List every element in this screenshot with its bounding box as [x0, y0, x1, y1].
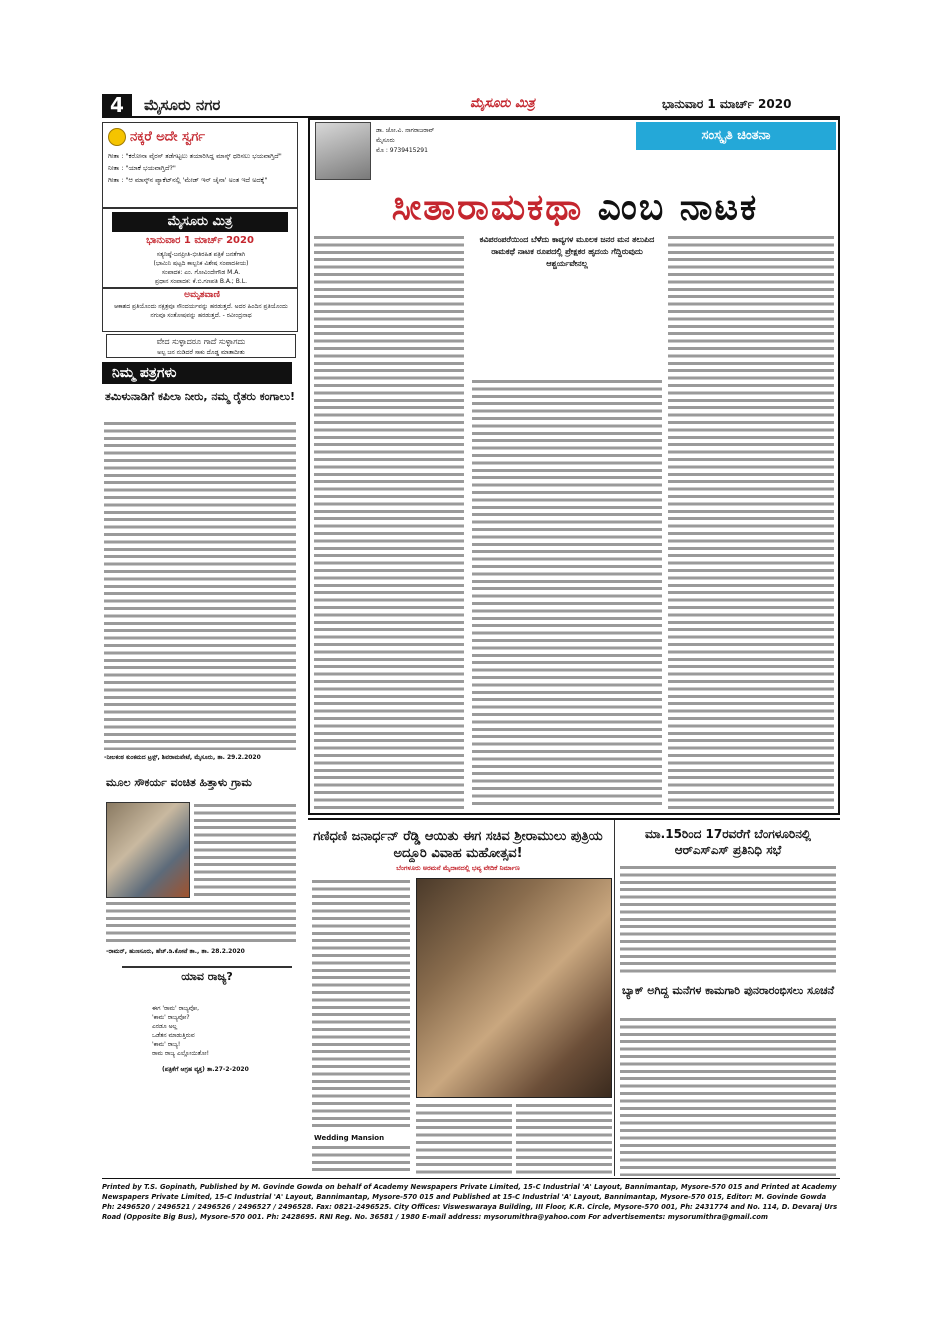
column-rule	[614, 820, 615, 1176]
feature-intro: ಕವಿಪರಂಪರೆಯಿಂದ ಬೆಳೆದು ಕಾವ್ಯಗಳ ಮೂಲಕ ಜನರ ಮನ ತಲುಪಿದ ರಾಮಕಥೆ ನಾಟಕ ರೂಪದಲ್ಲಿ ಪ್ರೇಕ್ಷಕರ ಹೃದಯ ಗೆದ್ದಿರುವುದು ಆಶ್ಚರ್ಯವೇನಲ್ಲ	[479, 235, 655, 268]
poem-line: ರಾಮ ರಾಜ್ಯ ಎಲ್ಲೋಯಿತೋ!	[152, 1050, 210, 1057]
humor-line: ಗೀತಾ : "ಕರೋನಾ ವೈರಸ್ ತಡೆಗಟ್ಟಲು ತಯಾರಿಸಿದ್ದ ಮಾಸ್ಕ್ ಧರಿಸಲು ಭಯವಾಗ್ತಿದೆ"	[108, 152, 282, 160]
poem-line: ಈಗ 'ರಾಮ' ರಾಜ್ಯವೋ,	[152, 1005, 200, 1012]
feature-col3	[668, 234, 834, 809]
letter1-body	[104, 420, 296, 750]
humor-line: ಗೀತಾ : "ಆ ಮಾಸ್ಕ್‌ನ ಪ್ಯಾಕೆಟ್‌ನಲ್ಲಿ 'ಮೇಡ್ ಇನ್ ಚೈನಾ' ಅಂತ ಇದೆ ಅದಕ್ಕೆ"	[108, 176, 268, 184]
village-photo	[106, 802, 190, 898]
letter3-signature: (ಪತ್ರಿಕೆಗೆ ಆಗ್ರಹ ವ್ಯಕ್ತ) ತಾ.27-2-2020	[162, 1066, 249, 1073]
masthead-small: ಮೈಸೂರು ಮಿತ್ರ	[470, 96, 535, 111]
masthead-name: ಮೈಸೂರು ಮಿತ್ರ	[112, 212, 288, 232]
author-phone: ಮೊ : 9739415291	[376, 147, 428, 154]
author-info	[376, 126, 434, 156]
headline-red: ಸೀತಾರಾಮಕಥಾ	[391, 187, 584, 228]
poem-line: ಒಡೆತನ ಮಾಡುತ್ತಿರುವ	[152, 1032, 195, 1039]
proverb-box	[106, 334, 296, 358]
letter3-poem	[152, 1004, 292, 1058]
letter2-signature: -ರಾಮನ್, ಹುಣಸೂರು, ಹೆಚ್.ಡಿ.ಕೋಟೆ ತಾ., ತಾ. 28.2.2020	[106, 948, 245, 955]
story2-body	[620, 864, 836, 976]
story1-col2	[416, 1102, 512, 1176]
letter3-title: ಯಾವ ರಾಜ್ಯ?	[122, 966, 292, 984]
masthead-line: ಸಂಪಾದಕ: ಎಂ. ಗೋವಿಂದೇಗೌಡ M.A.	[161, 269, 241, 276]
section-divider	[308, 818, 840, 820]
poem-line: 'ಕಾಮ' ರಾಜ್ಯವೋ?	[152, 1014, 190, 1021]
footer-rule	[102, 1178, 840, 1179]
page-number: 4	[102, 94, 132, 116]
section-city: ಮೈಸೂರು ನಗರ	[144, 96, 221, 114]
poem-line: ಎರಡೂ ಅಲ್ಲ	[152, 1023, 178, 1030]
amrutavani-text: ಆಕಾಶದ ಪ್ರತಿಯೊಂದು ನಕ್ಷತ್ರವೂ ಸೌಂದರ್ಯವನ್ನು ಹರಡುತ್ತದೆ. ಅದರ ಹಿಂದಿನ ಪ್ರತಿಯೊಂದು ನಗುವೂ ಸಂತೋಷವನ್ನು ಹರಡುತ್ತದೆ. - ರವೀಂದ್ರನಾಥ	[114, 303, 288, 319]
letter1-signature: -ನೀಲಕಂಠ ಕುಂಕಮದ ಟ್ರಸ್ಟ್, ಶಿವರಾಮಪೇಟೆ, ಮೈಸೂರು, ತಾ. 29.2.2020	[104, 754, 261, 761]
story3-headline: ಬ್ಯಾಕ್ ಅಗಿದ್ದ ಮನೆಗಳ ಕಾಮಗಾರಿ ಪುನರಾರಂಭಿಸಲು ಸೂಚನೆ	[621, 984, 835, 997]
humor-line: ನೀತಾ : "ಯಾಕೆ ಭಯವಾಗ್ತಿದೆ?"	[108, 164, 176, 172]
feature-col1	[314, 234, 464, 809]
letters-section-title: ನಿಮ್ಮ ಪತ್ರಗಳು	[102, 362, 292, 384]
author-name: ಡಾ. ಜೋ.ವಿ. ನಾಗರಾಜರಾವ್	[376, 127, 435, 134]
headline-black: ಎಂಬ ನಾಟಕ	[597, 187, 759, 228]
wedding-label: Wedding Mansion	[314, 1134, 385, 1142]
letter2-body	[106, 900, 296, 944]
newspaper-page	[102, 94, 840, 1244]
story3-body	[620, 1016, 836, 1176]
imprint-footer: Printed by T.S. Gopinath, Published by M. Govinde Gowda on behalf of Academy Newspapers Private Limited, 15-C Industrial 'A' Layout, Bannimantap, Mysore-570 015 and Printed at Academy Newspapers Private Limited, 15-C Industrial 'A' Layout, Bannimantap, Mysore-570 015 and Published at 15-C Industrial 'A' Layout, Bannimantap, Mysore-570 015, Editor: M. Govinde Gowda Ph: 2496520 / 2496521 / 2496526 / 2496527 / 2496528. Fax: 0821-2496525. City Offices: Visweswaraya Building, III Floor, K.R. Circle, Mysore-570 001, Ph: 2431774 and No. 114, D. Devaraj Urs Road (Opposite Big Bus), Mysore-570 001. Ph: 2428695. RNI Reg. No. 36581 / 1980 E-mail address: mysorumithra@yahoo.com For advertisements: mysorumithra@gmail.com	[102, 1183, 838, 1221]
masthead-line: ಪ್ರಧಾನ ಸಂಪಾದಕ: ಕೆ.ಬಿ.ಗಣಪತಿ B.A.; B.L.	[154, 278, 247, 285]
masthead-date: ಭಾನುವಾರ 1 ಮಾರ್ಚ್ 2020	[146, 235, 254, 246]
story1-subhead: ಬೆಂಗಳೂರು ಅರಮನೆ ಮೈದಾನದಲ್ಲಿ ಭವ್ಯ ವೇದಿಕೆ ನಿರ್ಮಾಣ	[396, 864, 520, 872]
poem-line: 'ಕಾಮ' ರಾಜ್ಯ!	[152, 1041, 181, 1048]
story1-col1	[312, 878, 410, 1128]
proverb-line: ಅಲ್ಪ ಜನ ನುಡಿದರೆ ಸಾಕು ದೊಡ್ಡ ಮಾತಾದೀತು	[157, 349, 245, 356]
story1-headline: ಗಣಿಧಣಿ ಜನಾರ್ಧನ್ ರೆಡ್ಡಿ ಆಯಿತು ಈಗ ಸಚಿವ ಶ್ರೀರಾಮುಲು ಪುತ್ರಿಯ ಅದ್ದೂರಿ ವಿವಾಹ ಮಹೋತ್ಸವ!	[313, 829, 603, 861]
story2-headline: ಮಾ.15ರಿಂದ 17ರವರೆಗೆ ಬೆಂಗಳೂರಿನಲ್ಲಿ ಆರ್‌ಎಸ್‌ಎಸ್ ಪ್ರತಿನಿಧಿ ಸಭೆ	[645, 827, 811, 857]
masthead-line: ಸತ್ಯನಿಷ್ಠೆ-ಜನಪ್ರೀತಿ-ಭೀತಿರಹಿತ ಪತ್ರಿಕೆ ಜನತೆಗಾಗಿ	[156, 251, 246, 258]
feature-col2	[472, 378, 662, 809]
amrutavani-title: ಅಮೃತವಾಣಿ	[184, 290, 220, 300]
laughing-face-icon	[108, 128, 126, 146]
humor-lines	[108, 152, 296, 188]
humor-title: ನಕ್ಕರೆ ಅದೇ ಸ್ವರ್ಗ	[108, 128, 298, 148]
story1-col1b	[312, 1144, 410, 1174]
story1-col3	[516, 1102, 612, 1176]
section-banner: ಸಂಸ್ಕೃತಿ ಚಿಂತನಾ	[636, 122, 836, 150]
letter2-body-right	[194, 802, 296, 898]
wedding-photo	[416, 878, 612, 1098]
letter2-title: ಮೂಲ ಸೌಕರ್ಯ ವಂಚಿತ ಹಿತ್ತಾಳು ಗ್ರಾಮ	[106, 776, 252, 789]
header-date: ಭಾನುವಾರ 1 ಮಾರ್ಚ್ 2020	[662, 97, 792, 111]
proverb-line: ವೇದ ಸುಳ್ಳಾದರೂ ಗಾದೆ ಸುಳ್ಳಾಗದು	[156, 337, 246, 346]
author-place: ಮೈಸೂರು	[376, 137, 395, 144]
author-photo	[315, 122, 371, 180]
letter1-title: ತಮಿಳುನಾಡಿಗೆ ಕಪಿಲಾ ನೀರು, ನಮ್ಮ ರೈತರು ಕಂಗಾಲು!	[105, 390, 295, 403]
masthead-line: (ಭಾಮಿನಿ ಷಟ್ಪದಿ ಕಾಲ್ಪನಿಕ ವಿಶೇಷ ಸಂಪಾದಕೀಯ)	[153, 260, 249, 267]
feature-headline	[314, 186, 836, 230]
masthead-details	[106, 250, 296, 286]
